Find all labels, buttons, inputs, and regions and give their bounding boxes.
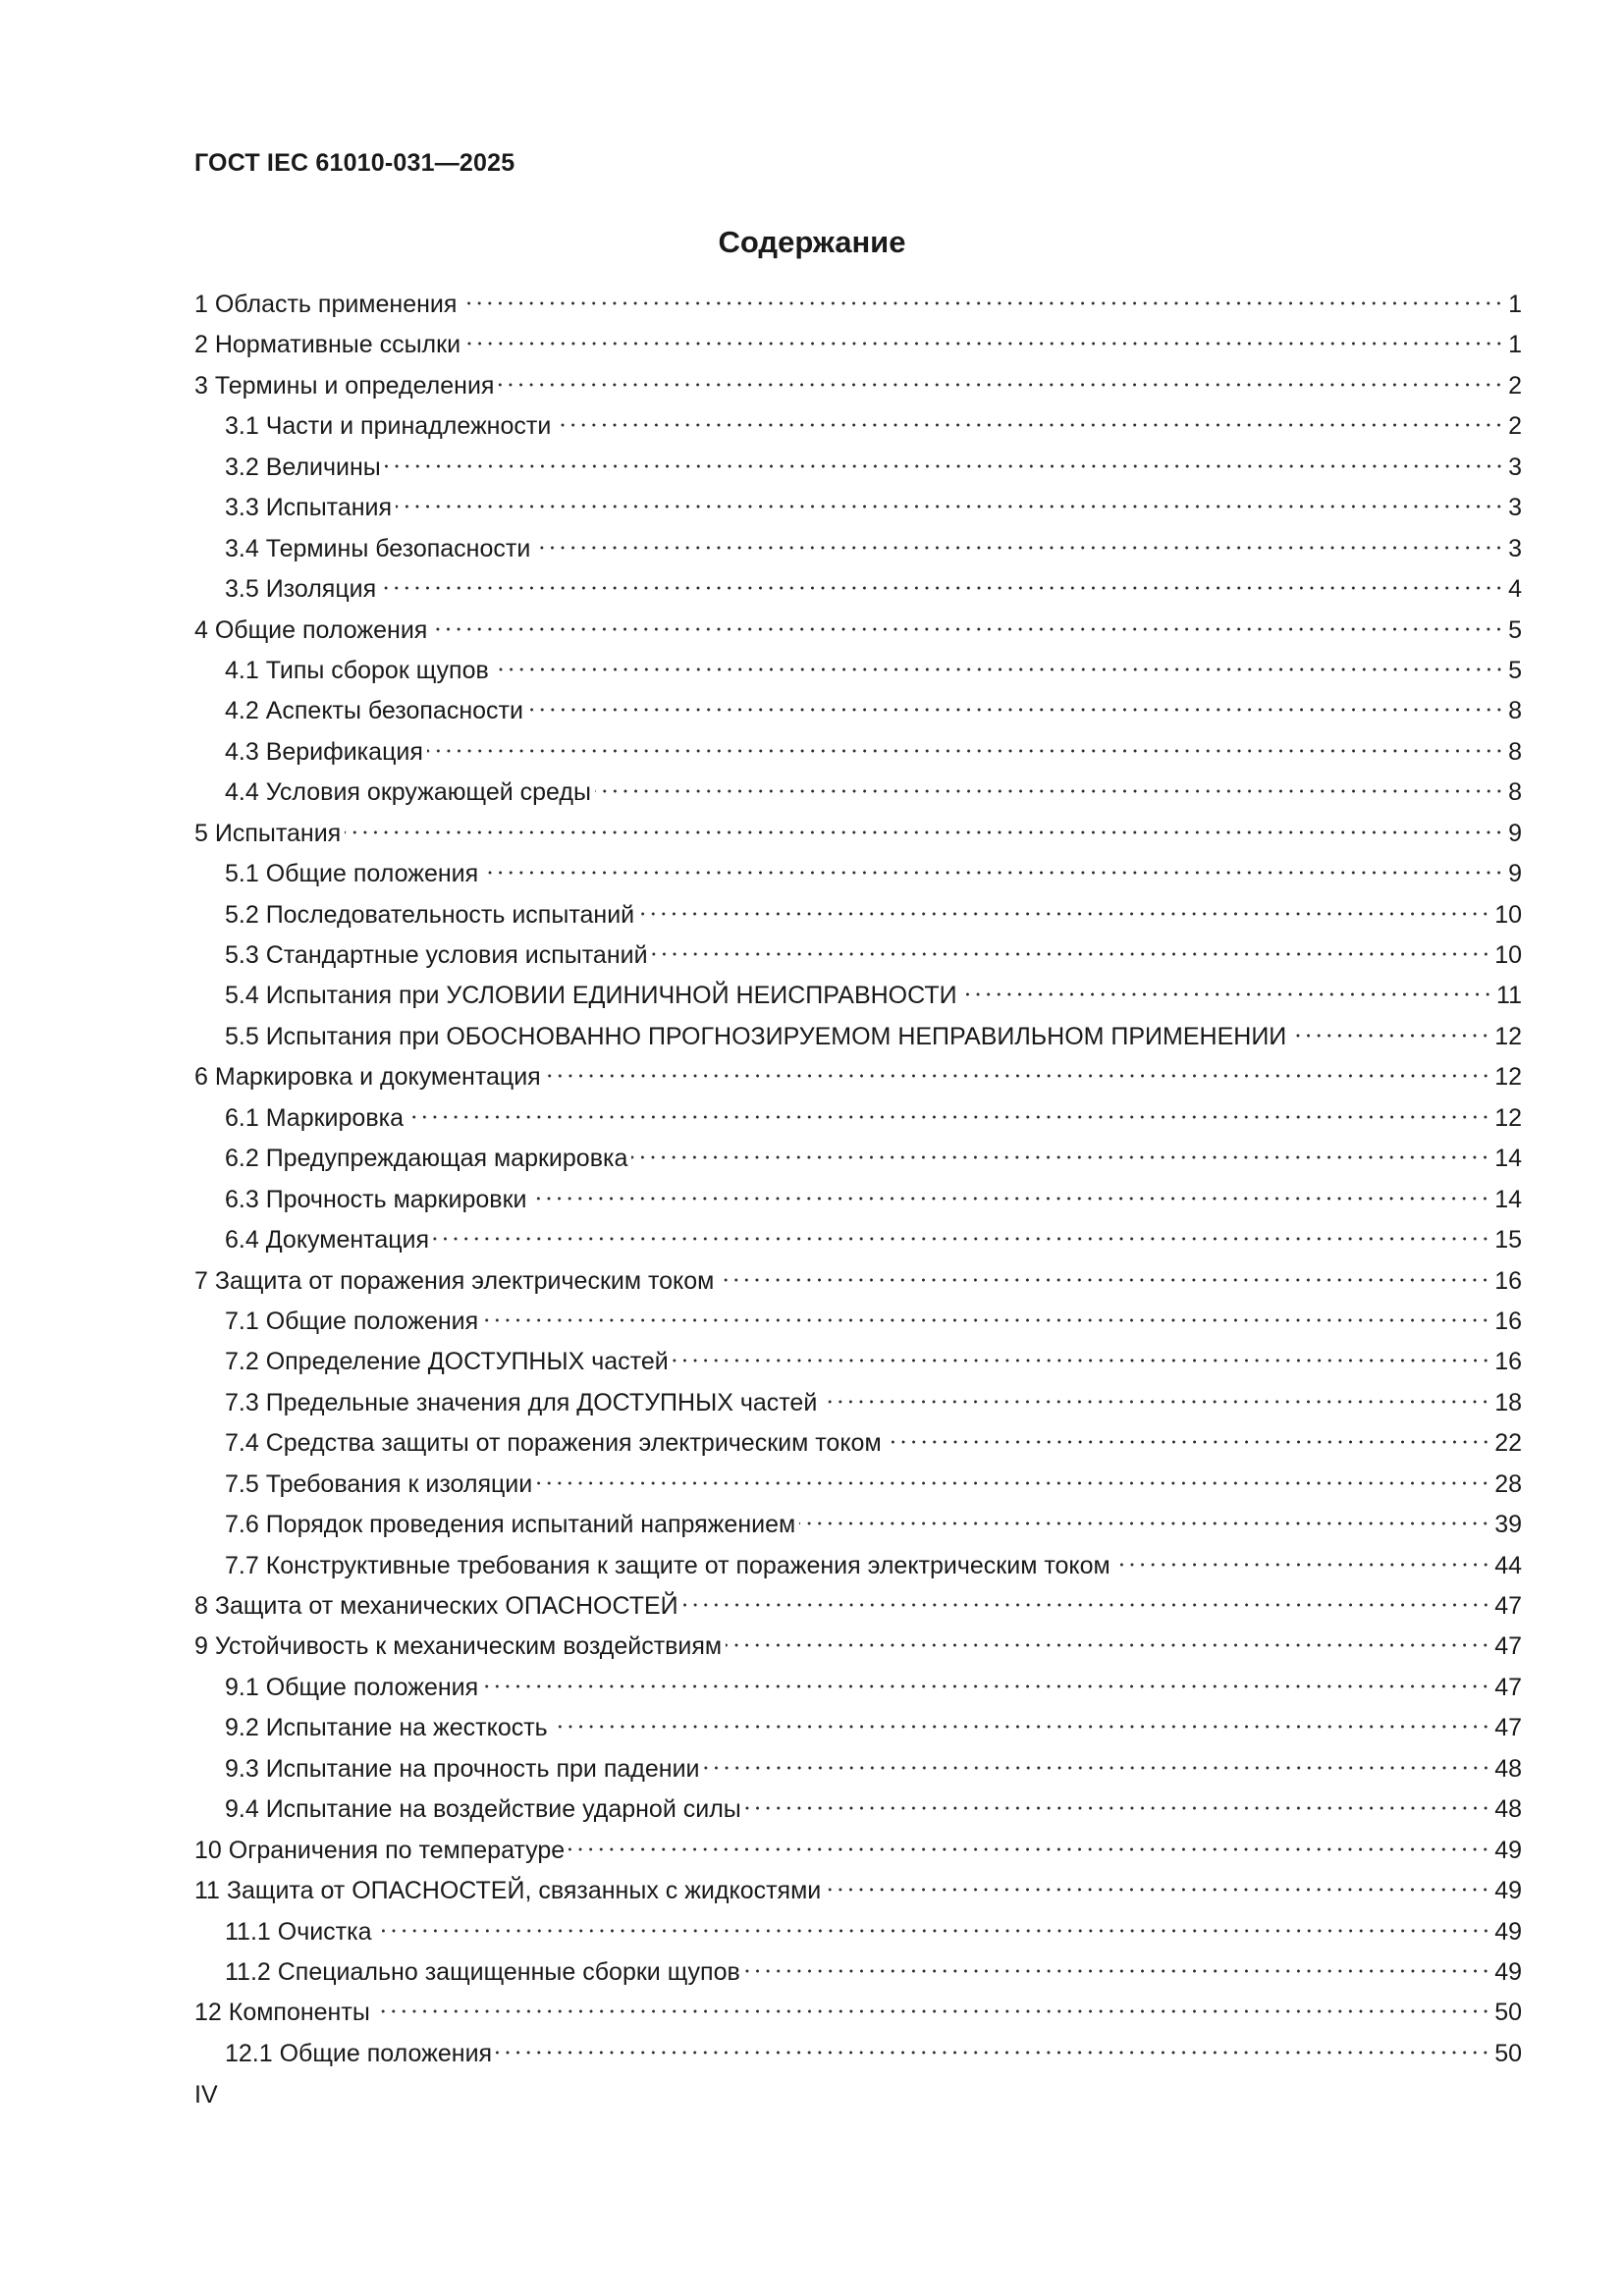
- toc-entry-label: 9.4 Испытание на воздействие ударной силы: [225, 1795, 741, 1824]
- toc-entry-label: 7.1 Общие положения: [225, 1307, 479, 1335]
- toc-entry-page: 22: [1494, 1429, 1522, 1458]
- dot-leader: [631, 1154, 1490, 1160]
- toc-entry[interactable]: [194, 814, 1522, 854]
- toc-entry-page: 9: [1508, 860, 1522, 888]
- toc-entry-label: 9.1 Общие положения: [225, 1673, 479, 1701]
- dot-leader: [530, 1196, 1490, 1201]
- dot-leader: [552, 1724, 1490, 1730]
- toc-entry-page: 49: [1494, 1836, 1522, 1864]
- toc-entry-label: 6 Маркировка и документация: [194, 1063, 541, 1092]
- toc-entry-label: 7.6 Порядок проведения испытаний напряжением: [225, 1511, 796, 1539]
- toc-entry-page: 8: [1508, 778, 1522, 807]
- toc-entry-label: 11.1 Очистка: [225, 1917, 372, 1946]
- toc-entry-label: 12.1 Общие положения: [225, 2039, 493, 2067]
- toc-entry-page: 39: [1494, 1511, 1522, 1539]
- toc-entry-label: 11.2 Специально защищенные сборки щупов: [225, 1957, 740, 1986]
- document-code: ГОСТ IEC 61010-031—2025: [194, 149, 515, 177]
- toc-entry[interactable]: [194, 366, 1522, 406]
- toc-entry-page: 5: [1508, 656, 1522, 684]
- dot-leader: [545, 1073, 1490, 1079]
- toc-entry[interactable]: [194, 773, 1522, 813]
- toc-entry-label: 6.3 Прочность маркировки: [225, 1185, 527, 1213]
- dot-leader: [568, 1846, 1490, 1852]
- toc-entry[interactable]: [194, 854, 1522, 894]
- toc-entry[interactable]: [194, 1871, 1522, 1911]
- toc-entry-label: 7.3 Предельные значения для ДОСТУПНЫХ частей: [225, 1388, 818, 1416]
- toc-entry[interactable]: [194, 1342, 1522, 1382]
- toc-entry-label: 12 Компоненты: [194, 1999, 370, 2027]
- dot-leader: [482, 870, 1504, 876]
- dot-leader: [493, 667, 1504, 672]
- toc-entry-page: 48: [1494, 1795, 1522, 1824]
- page-number: IV: [194, 2081, 218, 2109]
- dot-leader: [1114, 1562, 1490, 1568]
- toc-entry[interactable]: [194, 1383, 1522, 1423]
- toc-entry-page: 1: [1508, 291, 1522, 318]
- dot-leader: [431, 626, 1504, 632]
- toc-entry[interactable]: [194, 1505, 1522, 1545]
- toc-entry-page: 3: [1508, 494, 1522, 522]
- toc-entry-label: 6.1 Маркировка: [225, 1103, 404, 1132]
- toc-entry-page: 3: [1508, 534, 1522, 562]
- toc-entry[interactable]: [194, 325, 1522, 365]
- toc-entry-label: 4.3 Верификация: [225, 737, 423, 766]
- toc-entry-page: 47: [1494, 1673, 1522, 1701]
- toc-entry-page: 16: [1494, 1348, 1522, 1376]
- toc-entry-label: 7.2 Определение ДОСТУПНЫХ частей: [225, 1348, 669, 1376]
- toc-entry-page: 12: [1494, 1022, 1522, 1050]
- toc-entry-label: 3.5 Изоляция: [225, 575, 377, 604]
- toc-entry-page: 16: [1494, 1307, 1522, 1335]
- toc-entry[interactable]: [194, 732, 1522, 773]
- toc-entry-page: 48: [1494, 1754, 1522, 1783]
- toc-entry[interactable]: [194, 1261, 1522, 1302]
- dot-leader: [464, 341, 1504, 347]
- dot-leader: [638, 911, 1490, 917]
- toc-entry-label: 7.4 Средства защиты от поражения электрическим током: [225, 1429, 882, 1458]
- toc-entry[interactable]: [194, 1139, 1522, 1179]
- toc-entry-page: 50: [1494, 1999, 1522, 2027]
- dot-leader: [718, 1277, 1490, 1283]
- toc-entry[interactable]: [194, 1180, 1522, 1220]
- toc-entry-page: 15: [1494, 1226, 1522, 1255]
- toc-entry-label: 9.3 Испытание на прочность при падении: [225, 1754, 700, 1783]
- toc-entry-label: 2 Нормативные ссылки: [194, 331, 461, 359]
- dot-leader: [374, 2008, 1490, 2014]
- toc-entry[interactable]: [194, 1749, 1522, 1789]
- toc-entry-page: 49: [1494, 1957, 1522, 1986]
- toc-entry-label: 5.1 Общие положения: [225, 860, 479, 888]
- toc-entry[interactable]: [194, 1017, 1522, 1057]
- table-of-contents: [194, 285, 1522, 2074]
- dot-leader: [396, 504, 1504, 509]
- toc-entry-label: 8 Защита от механических ОПАСНОСТЕЙ: [194, 1592, 678, 1620]
- dot-leader: [460, 300, 1504, 306]
- dot-leader: [799, 1521, 1490, 1526]
- toc-entry-label: 10 Ограничения по температуре: [194, 1836, 566, 1864]
- toc-entry-label: 5.3 Стандартные условия испытаний: [225, 941, 648, 969]
- toc-entry[interactable]: [194, 1586, 1522, 1627]
- toc-entry-page: 9: [1508, 819, 1522, 847]
- toc-entry[interactable]: [194, 1098, 1522, 1139]
- toc-entry[interactable]: [194, 1708, 1522, 1748]
- toc-entry-label: 3.1 Части и принадлежности: [225, 412, 552, 441]
- dot-leader: [427, 748, 1504, 754]
- toc-entry-page: 8: [1508, 697, 1522, 725]
- toc-entry[interactable]: [194, 611, 1522, 651]
- toc-entry-label: 4.4 Условия окружающей среды: [225, 778, 591, 807]
- toc-entry-label: 5 Испытания: [194, 819, 342, 847]
- toc-entry[interactable]: [194, 529, 1522, 569]
- toc-entry-label: 4 Общие положения: [194, 615, 428, 644]
- toc-entry-page: 44: [1494, 1551, 1522, 1579]
- dot-leader: [433, 1236, 1490, 1242]
- toc-entry[interactable]: [194, 1423, 1522, 1464]
- dot-leader: [536, 1480, 1490, 1486]
- toc-entry[interactable]: [194, 651, 1522, 691]
- toc-entry[interactable]: [194, 1302, 1522, 1342]
- toc-entry[interactable]: [194, 1546, 1522, 1586]
- dot-leader: [595, 788, 1504, 794]
- dot-leader: [496, 2050, 1490, 2056]
- toc-entry-label: 7.5 Требования к изоляции: [225, 1469, 533, 1498]
- toc-entry-page: 50: [1494, 2039, 1522, 2067]
- toc-entry-label: 11 Защита от ОПАСНОСТЕЙ, связанных с жидкостями: [194, 1877, 822, 1905]
- toc-entry-label: 3.2 Величины: [225, 453, 381, 481]
- toc-entry-label: 3 Термины и определения: [194, 371, 495, 400]
- toc-entry[interactable]: [194, 406, 1522, 447]
- toc-entry-page: 47: [1494, 1632, 1522, 1661]
- toc-entry[interactable]: [194, 1668, 1522, 1708]
- toc-entry[interactable]: [194, 895, 1522, 935]
- toc-entry[interactable]: [194, 285, 1522, 325]
- dot-leader: [385, 463, 1504, 469]
- toc-entry[interactable]: [194, 448, 1522, 488]
- dot-leader: [407, 1114, 1490, 1120]
- toc-entry-label: 5.2 Последовательность испытаний: [225, 900, 635, 929]
- dot-leader: [498, 382, 1504, 388]
- toc-entry[interactable]: [194, 1627, 1522, 1667]
- dot-leader: [380, 585, 1504, 591]
- toc-entry-page: 47: [1494, 1714, 1522, 1742]
- toc-entry-page: 3: [1508, 453, 1522, 481]
- toc-entry-page: 5: [1508, 615, 1522, 644]
- toc-entry-label: 6.4 Документация: [225, 1226, 430, 1255]
- dot-leader: [1290, 1033, 1490, 1039]
- dot-leader: [745, 1805, 1490, 1811]
- toc-entry[interactable]: [194, 1993, 1522, 2033]
- toc-entry-page: 16: [1494, 1266, 1522, 1295]
- toc-entry-page: 10: [1494, 941, 1522, 969]
- toc-entry[interactable]: [194, 1465, 1522, 1505]
- toc-entry-page: 2: [1508, 412, 1522, 441]
- toc-entry[interactable]: [194, 935, 1522, 976]
- toc-entry-page: 8: [1508, 737, 1522, 766]
- toc-entry-page: 49: [1494, 1917, 1522, 1946]
- dot-leader: [726, 1642, 1490, 1648]
- dot-leader: [821, 1399, 1490, 1405]
- toc-entry-page: 12: [1494, 1103, 1522, 1132]
- toc-entry-label: 5.5 Испытания при ОБОСНОВАННО ПРОГНОЗИРУЕМОМ НЕПРАВИЛЬНОМ ПРИМЕНЕНИИ: [225, 1022, 1287, 1050]
- toc-entry-page: 14: [1494, 1145, 1522, 1173]
- toc-entry-page: 49: [1494, 1877, 1522, 1905]
- dot-leader: [886, 1439, 1491, 1445]
- dot-leader: [673, 1358, 1490, 1363]
- toc-entry[interactable]: [194, 1220, 1522, 1260]
- toc-entry-label: 7.7 Конструктивные требования к защите от поражения электрическим током: [225, 1551, 1110, 1579]
- toc-entry[interactable]: [194, 691, 1522, 731]
- toc-entry-label: 6.2 Предупреждающая маркировка: [225, 1145, 628, 1173]
- toc-entry-page: 14: [1494, 1185, 1522, 1213]
- dot-leader: [376, 1928, 1491, 1934]
- toc-entry-label: 1 Область применения: [194, 291, 458, 318]
- toc-entry-page: 1: [1508, 331, 1522, 359]
- toc-entry[interactable]: [194, 2034, 1522, 2074]
- toc-entry-label: 9 Устойчивость к механическим воздействиям: [194, 1632, 723, 1661]
- dot-leader: [825, 1887, 1490, 1893]
- dot-leader: [482, 1683, 1490, 1689]
- toc-entry-page: 11: [1496, 982, 1522, 1010]
- toc-entry[interactable]: [194, 569, 1522, 610]
- dot-leader: [555, 422, 1504, 428]
- toc-entry-label: 4.1 Типы сборок щупов: [225, 656, 489, 684]
- toc-entry-page: 10: [1494, 900, 1522, 929]
- toc-entry[interactable]: [194, 1789, 1522, 1830]
- toc-entry-label: 3.4 Термины безопасности: [225, 534, 531, 562]
- toc-entry[interactable]: [194, 1952, 1522, 1993]
- dot-leader: [682, 1602, 1491, 1608]
- toc-entry-label: 5.4 Испытания при УСЛОВИИ ЕДИНИЧНОЙ НЕИСПРАВНОСТИ: [225, 982, 957, 1010]
- dot-leader: [527, 707, 1504, 713]
- dot-leader: [534, 545, 1504, 551]
- dot-leader: [345, 829, 1504, 835]
- toc-entry[interactable]: [194, 976, 1522, 1016]
- toc-entry-label: 3.3 Испытания: [225, 494, 393, 522]
- toc-entry[interactable]: [194, 488, 1522, 528]
- dot-leader: [744, 1968, 1490, 1974]
- dot-leader: [652, 951, 1491, 957]
- toc-entry-page: 28: [1494, 1469, 1522, 1498]
- toc-entry-page: 12: [1494, 1063, 1522, 1092]
- toc-entry-label: 7 Защита от поражения электрическим током: [194, 1266, 715, 1295]
- toc-title: Содержание: [718, 225, 906, 259]
- dot-leader: [482, 1317, 1490, 1323]
- dot-leader: [704, 1765, 1491, 1771]
- toc-entry[interactable]: [194, 1912, 1522, 1952]
- toc-entry-page: 4: [1508, 575, 1522, 604]
- toc-entry[interactable]: [194, 1831, 1522, 1871]
- toc-entry-page: 47: [1494, 1592, 1522, 1620]
- toc-entry-page: 2: [1508, 371, 1522, 400]
- toc-entry[interactable]: [194, 1057, 1522, 1097]
- toc-entry-label: 4.2 Аспекты безопасности: [225, 697, 523, 725]
- toc-entry-label: 9.2 Испытание на жесткость: [225, 1714, 548, 1742]
- dot-leader: [961, 991, 1492, 997]
- toc-entry-page: 18: [1494, 1388, 1522, 1416]
